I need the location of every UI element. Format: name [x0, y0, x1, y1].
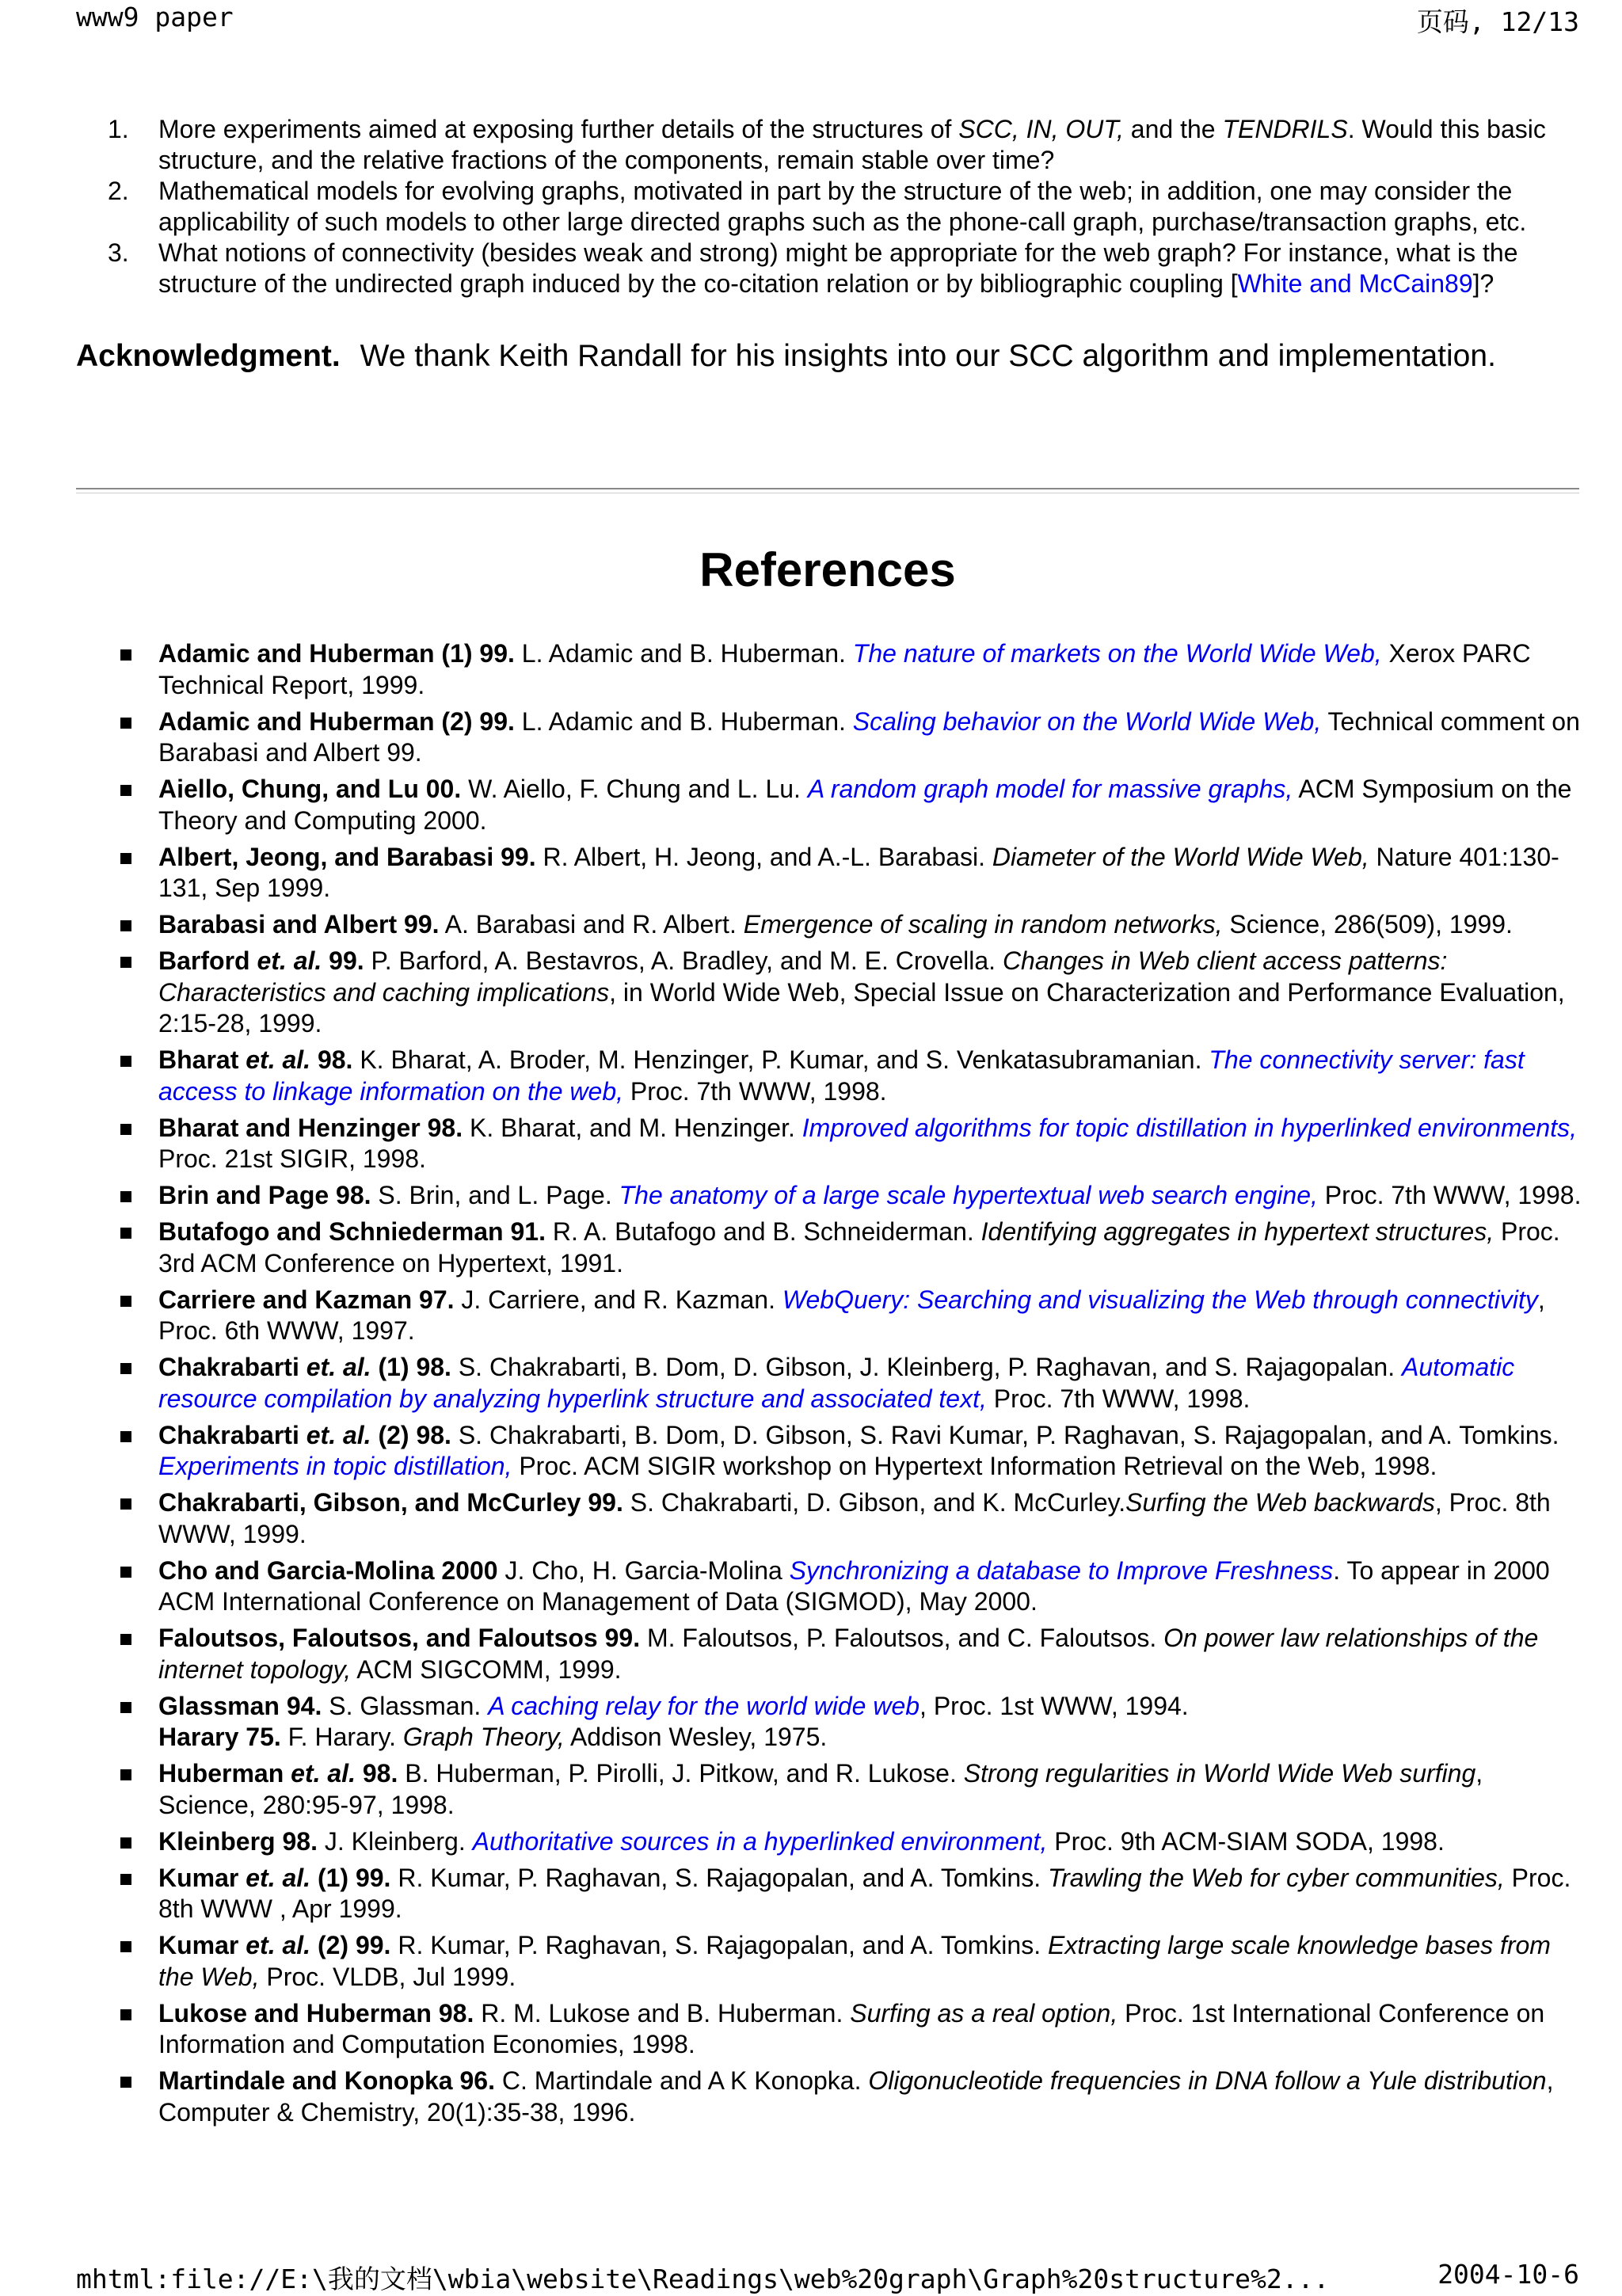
reference-item	[76, 2066, 1586, 2128]
bullet-icon	[120, 957, 131, 968]
acknowledgment	[76, 337, 1581, 375]
reference-title: Identifying aggregates in hypertext structures,	[980, 1217, 1494, 1246]
reference-authors: S. Chakrabarti, B. Dom, D. Gibson, J. Kleinberg, P. Raghavan, and S. Rajagopalan.	[451, 1353, 1402, 1381]
reference-key: Carriere and Kazman 97.	[158, 1285, 455, 1314]
reference-item	[76, 1420, 1586, 1483]
reference-authors: S. Chakrabarti, D. Gibson, and K. McCurley.	[623, 1488, 1126, 1517]
bullet-icon	[120, 649, 131, 661]
reference-authors: W. Aiello, F. Chung and L. Lu.	[461, 775, 808, 803]
reference-key: Aiello, Chung, and Lu 00.	[158, 775, 462, 803]
reference-item	[76, 706, 1586, 769]
bullet-icon	[120, 1296, 131, 1307]
references-heading: References	[699, 543, 956, 596]
reference-key: Huberman et. al. 98.	[158, 1759, 398, 1788]
reference-key: Adamic and Huberman (2) 99.	[158, 706, 515, 736]
reference-title: Emergence of scaling in random networks,	[743, 910, 1223, 939]
reference-venue: Proc. VLDB, Jul 1999.	[259, 1962, 516, 1991]
reference-title-link[interactable]: Synchronizing a database to Improve Freshness	[789, 1555, 1334, 1585]
header-left: www9 paper	[76, 2, 234, 32]
reference-title: Extracting large scale knowledge bases from the Web,	[158, 1931, 1551, 1991]
reference-venue: , Proc. 1st WWW, 1994.	[920, 1691, 1189, 1720]
acknowledgment-text: We thank Keith Randall for his insights into our SCC algorithm and implementation.	[360, 339, 1496, 373]
reference-key: Chakrabarti et. al. (1) 98.	[158, 1353, 451, 1381]
reference-key: Chakrabarti, Gibson, and McCurley 99.	[158, 1488, 623, 1517]
reference-venue: , in World Wide Web, Special Issue on Characterization and Performance Evaluation, 2:15-28, 1999.	[158, 977, 1565, 1038]
reference-venue: , Science, 280:95-97, 1998.	[158, 1759, 1483, 1819]
bullet-icon	[120, 1363, 131, 1374]
reference-venue: Proc. 7th WWW, 1998.	[986, 1384, 1251, 1413]
reference-item	[76, 1758, 1586, 1821]
bullet-icon	[120, 2009, 131, 2020]
reference-key: Lukose and Huberman 98.	[158, 1998, 474, 2028]
reference-item	[76, 1722, 1586, 1753]
bullet-icon	[120, 718, 131, 729]
reference-key: Glassman 94.	[158, 1691, 322, 1720]
reference-venue: , Computer & Chemistry, 20(1):35-38, 1996.	[158, 2066, 1554, 2127]
reference-item	[76, 1285, 1586, 1347]
reference-venue: Proc. 7th WWW, 1998.	[1324, 1181, 1582, 1209]
list-item: 2. Mathematical models for evolving graphs, motivated in part by the structure of the web; in addition, one may consider the applicability of such models to other large directed graphs such as the phone-call graph, purchase/transaction graphs, etc.	[108, 177, 1527, 236]
reference-authors: R. Kumar, P. Raghavan, S. Rajagopalan, and A. Tomkins.	[390, 1863, 1048, 1892]
reference-key: Kumar et. al. (1) 99.	[158, 1863, 391, 1892]
reference-authors: J. Carriere, and R. Kazman.	[454, 1285, 782, 1314]
reference-authors: A. Barabasi and R. Albert.	[439, 910, 744, 939]
reference-key: Cho and Garcia-Molina 2000	[158, 1555, 498, 1585]
reference-item	[76, 842, 1586, 904]
reference-title: Graph Theory,	[402, 1723, 565, 1751]
reference-item	[76, 638, 1586, 701]
reference-item	[76, 1691, 1586, 1723]
horizontal-rule	[76, 488, 1579, 493]
bullet-icon	[120, 1941, 131, 1952]
reference-venue: Proc. 8th WWW , Apr 1999.	[158, 1863, 1571, 1923]
reference-authors: C. Martindale and A K Konopka.	[494, 2066, 869, 2095]
page-header	[76, 2, 1579, 39]
reference-item	[76, 946, 1586, 1040]
bullet-icon	[120, 920, 131, 931]
bullet-icon	[120, 1056, 131, 1067]
reference-authors: J. Kleinberg.	[317, 1826, 473, 1856]
reference-authors: K. Bharat, A. Broder, M. Henzinger, P. Kumar, and S. Venkatasubramanian.	[352, 1045, 1209, 1074]
reference-authors: R. A. Butafogo and B. Schneiderman.	[545, 1217, 981, 1246]
reference-venue: Technical comment on Barabasi and Albert 99.	[158, 706, 1580, 767]
reference-venue: ACM SIGCOMM, 1999.	[351, 1654, 622, 1684]
reference-key: Adamic and Huberman (1) 99.	[158, 639, 515, 668]
reference-title: Changes in Web client access patterns: Characteristics and caching implications	[158, 946, 1448, 1007]
reference-authors: K. Bharat, and M. Henzinger.	[463, 1113, 802, 1142]
reference-title-link[interactable]: Experiments in topic distillation,	[158, 1452, 512, 1480]
reference-item	[76, 1555, 1586, 1618]
reference-title: Surfing as a real option,	[850, 1998, 1118, 2028]
reference-title: Strong regularities in World Wide Web surfing	[963, 1759, 1476, 1788]
reference-venue: Addison Wesley, 1975.	[564, 1723, 828, 1751]
reference-item	[76, 774, 1586, 836]
footer-date: 2004-10-6	[1437, 2259, 1579, 2290]
reference-key: Bharat and Henzinger 98.	[158, 1113, 463, 1142]
bullet-icon	[120, 1228, 131, 1239]
bullet-icon	[120, 1874, 131, 1885]
reference-venue: Nature 401:130-131, Sep 1999.	[158, 842, 1559, 902]
reference-item	[76, 1180, 1586, 1212]
reference-title-link[interactable]: Scaling behavior on the World Wide Web,	[852, 706, 1322, 736]
reference-title: Diameter of the World Wide Web,	[992, 842, 1369, 871]
reference-venue: Proc. 7th WWW, 1998.	[623, 1076, 887, 1106]
reference-title: Surfing the Web backwards	[1125, 1488, 1435, 1517]
reference-title-link[interactable]: The nature of markets on the World Wide Web,	[852, 639, 1382, 668]
reference-title: On power law relationships of the internet topology,	[158, 1624, 1539, 1684]
footer-url: mhtml:file://E:\我的文档\wbia\website\Readings\web%20graph\Graph%20structure%2...	[76, 2264, 1330, 2294]
reference-venue: Proc. 3rd ACM Conference on Hypertext, 1991.	[158, 1217, 1560, 1277]
reference-item	[76, 1826, 1586, 1858]
reference-title-link[interactable]: Improved algorithms for topic distillation in hyperlinked environments,	[801, 1113, 1577, 1142]
reference-title-link[interactable]: The anatomy of a large scale hypertextual web search engine,	[619, 1181, 1325, 1209]
reference-title-link[interactable]: WebQuery: Searching and visualizing the Web through connectivity	[782, 1285, 1538, 1314]
reference-venue: Proc. 9th ACM-SIAM SODA, 1998.	[1047, 1826, 1445, 1856]
reference-item	[76, 909, 1586, 941]
reference-title-link[interactable]: A caching relay for the world wide web	[488, 1691, 920, 1720]
reference-key: Chakrabarti et. al. (2) 98.	[158, 1420, 451, 1449]
bullet-icon	[120, 853, 131, 864]
reference-item	[76, 1930, 1586, 1993]
reference-key: Kleinberg 98.	[158, 1826, 318, 1856]
reference-key: Albert, Jeong, and Barabasi 99.	[158, 842, 536, 871]
reference-title: Trawling the Web for cyber communities,	[1047, 1863, 1505, 1892]
reference-authors: S. Glassman.	[322, 1691, 489, 1720]
bullet-icon	[120, 1124, 131, 1135]
bullet-icon	[120, 1567, 131, 1578]
list-item: 1. More experiments aimed at exposing further details of the structures of SCC, IN, OUT, and the TENDRILS. Would this basic structure, and the relative fractions of the components, remain stable over time?	[108, 115, 1546, 174]
reference-key: Barabasi and Albert 99.	[158, 910, 440, 939]
questions-list	[76, 114, 1581, 299]
reference-title-link[interactable]: Authoritative sources in a hyperlinked environment,	[472, 1826, 1048, 1856]
bullet-icon	[120, 1837, 131, 1849]
reference-title-link[interactable]: A random graph model for massive graphs,	[807, 775, 1293, 803]
reference-venue: Proc. 1st International Conference on Information and Computation Economies, 1998.	[158, 1998, 1545, 2058]
reference-item	[76, 1045, 1586, 1107]
reference-authors: L. Adamic and B. Huberman.	[514, 639, 853, 668]
reference-authors: L. Adamic and B. Huberman.	[514, 706, 853, 736]
reference-item	[76, 1998, 1586, 2061]
reference-authors: R. Albert, H. Jeong, and A.-L. Barabasi.	[535, 842, 992, 871]
reference-authors: R. Kumar, P. Raghavan, S. Rajagopalan, and A. Tomkins.	[390, 1931, 1048, 1959]
reference-key: Harary 75.	[158, 1723, 281, 1751]
bullet-icon	[120, 2077, 131, 2088]
reference-item	[76, 1487, 1586, 1550]
reference-item	[76, 1623, 1586, 1685]
reference-key: Faloutsos, Faloutsos, and Faloutsos 99.	[158, 1624, 641, 1652]
reference-authors: J. Cho, H. Garcia-Molina	[497, 1555, 790, 1585]
acknowledgment-label: Acknowledgment.	[76, 339, 341, 373]
reference-authors: P. Barford, A. Bestavros, A. Bradley, and M. E. Crovella.	[364, 946, 1003, 975]
reference-venue: Xerox PARC Technical Report, 1999.	[158, 639, 1531, 699]
reference-key: Brin and Page 98.	[158, 1181, 371, 1209]
reference-title-link[interactable]: The connectivity server: fast access to linkage information on the web,	[158, 1045, 1525, 1106]
bullet-icon	[120, 785, 131, 796]
reference-title: Oligonucleotide frequencies in DNA follow a Yule distribution	[868, 2066, 1547, 2095]
reference-venue: , Proc. 6th WWW, 1997.	[158, 1285, 1545, 1345]
white-mccain-link[interactable]: White and McCain89	[1237, 269, 1473, 298]
reference-authors: M. Faloutsos, P. Faloutsos, and C. Faloutsos.	[640, 1624, 1164, 1652]
bullet-icon	[120, 1498, 131, 1510]
reference-title-link[interactable]: Automatic resource compilation by analyzing hyperlink structure and associated text,	[158, 1353, 1515, 1413]
reference-key: Butafogo and Schniederman 91.	[158, 1217, 546, 1246]
reference-authors: F. Harary.	[280, 1723, 403, 1751]
bullet-icon	[120, 1702, 131, 1713]
reference-authors: B. Huberman, P. Pirolli, J. Pitkow, and R. Lukose.	[398, 1759, 964, 1788]
reference-item	[76, 1113, 1586, 1175]
reference-authors: R. M. Lukose and B. Huberman.	[474, 1998, 851, 2028]
references-list	[76, 638, 1586, 2134]
bullet-icon	[120, 1769, 131, 1780]
reference-venue: Proc. ACM SIGIR workshop on Hypertext Information Retrieval on the Web, 1998.	[512, 1452, 1437, 1480]
reference-authors: S. Brin, and L. Page.	[371, 1181, 619, 1209]
reference-item	[76, 1352, 1586, 1415]
bullet-icon	[120, 1634, 131, 1645]
content	[76, 114, 1581, 375]
reference-item	[76, 1217, 1586, 1279]
reference-venue: , Proc. 8th WWW, 1999.	[158, 1488, 1551, 1548]
reference-key: Martindale and Konopka 96.	[158, 2066, 495, 2095]
bullet-icon	[120, 1431, 131, 1442]
bullet-icon	[120, 1191, 131, 1202]
reference-key: Barford et. al. 99.	[158, 946, 364, 975]
reference-venue: Science, 286(509), 1999.	[1222, 910, 1513, 939]
reference-venue: ACM Symposium on the Theory and Computing 2000.	[158, 775, 1572, 835]
reference-key: Kumar et. al. (2) 99.	[158, 1931, 391, 1959]
reference-key: Bharat et. al. 98.	[158, 1045, 353, 1074]
list-item: 3. What notions of connectivity (besides weak and strong) might be appropriate for the web graph? For instance, what is the structure of the undirected graph induced by the co-citation relation or by bibliographic coupling [White and McCain89]?	[108, 238, 1518, 298]
page-footer	[76, 2259, 1579, 2296]
reference-item	[76, 1863, 1586, 1925]
reference-venue: . To appear in 2000 ACM International Conference on Management of Data (SIGMOD), May 2000.	[158, 1555, 1550, 1616]
header-right: 页码, 12/13	[1416, 6, 1579, 37]
reference-authors: S. Chakrabarti, B. Dom, D. Gibson, S. Ravi Kumar, P. Raghavan, S. Rajagopalan, and A. Tomkins.	[451, 1420, 1559, 1449]
reference-venue: Proc. 21st SIGIR, 1998.	[158, 1144, 426, 1173]
